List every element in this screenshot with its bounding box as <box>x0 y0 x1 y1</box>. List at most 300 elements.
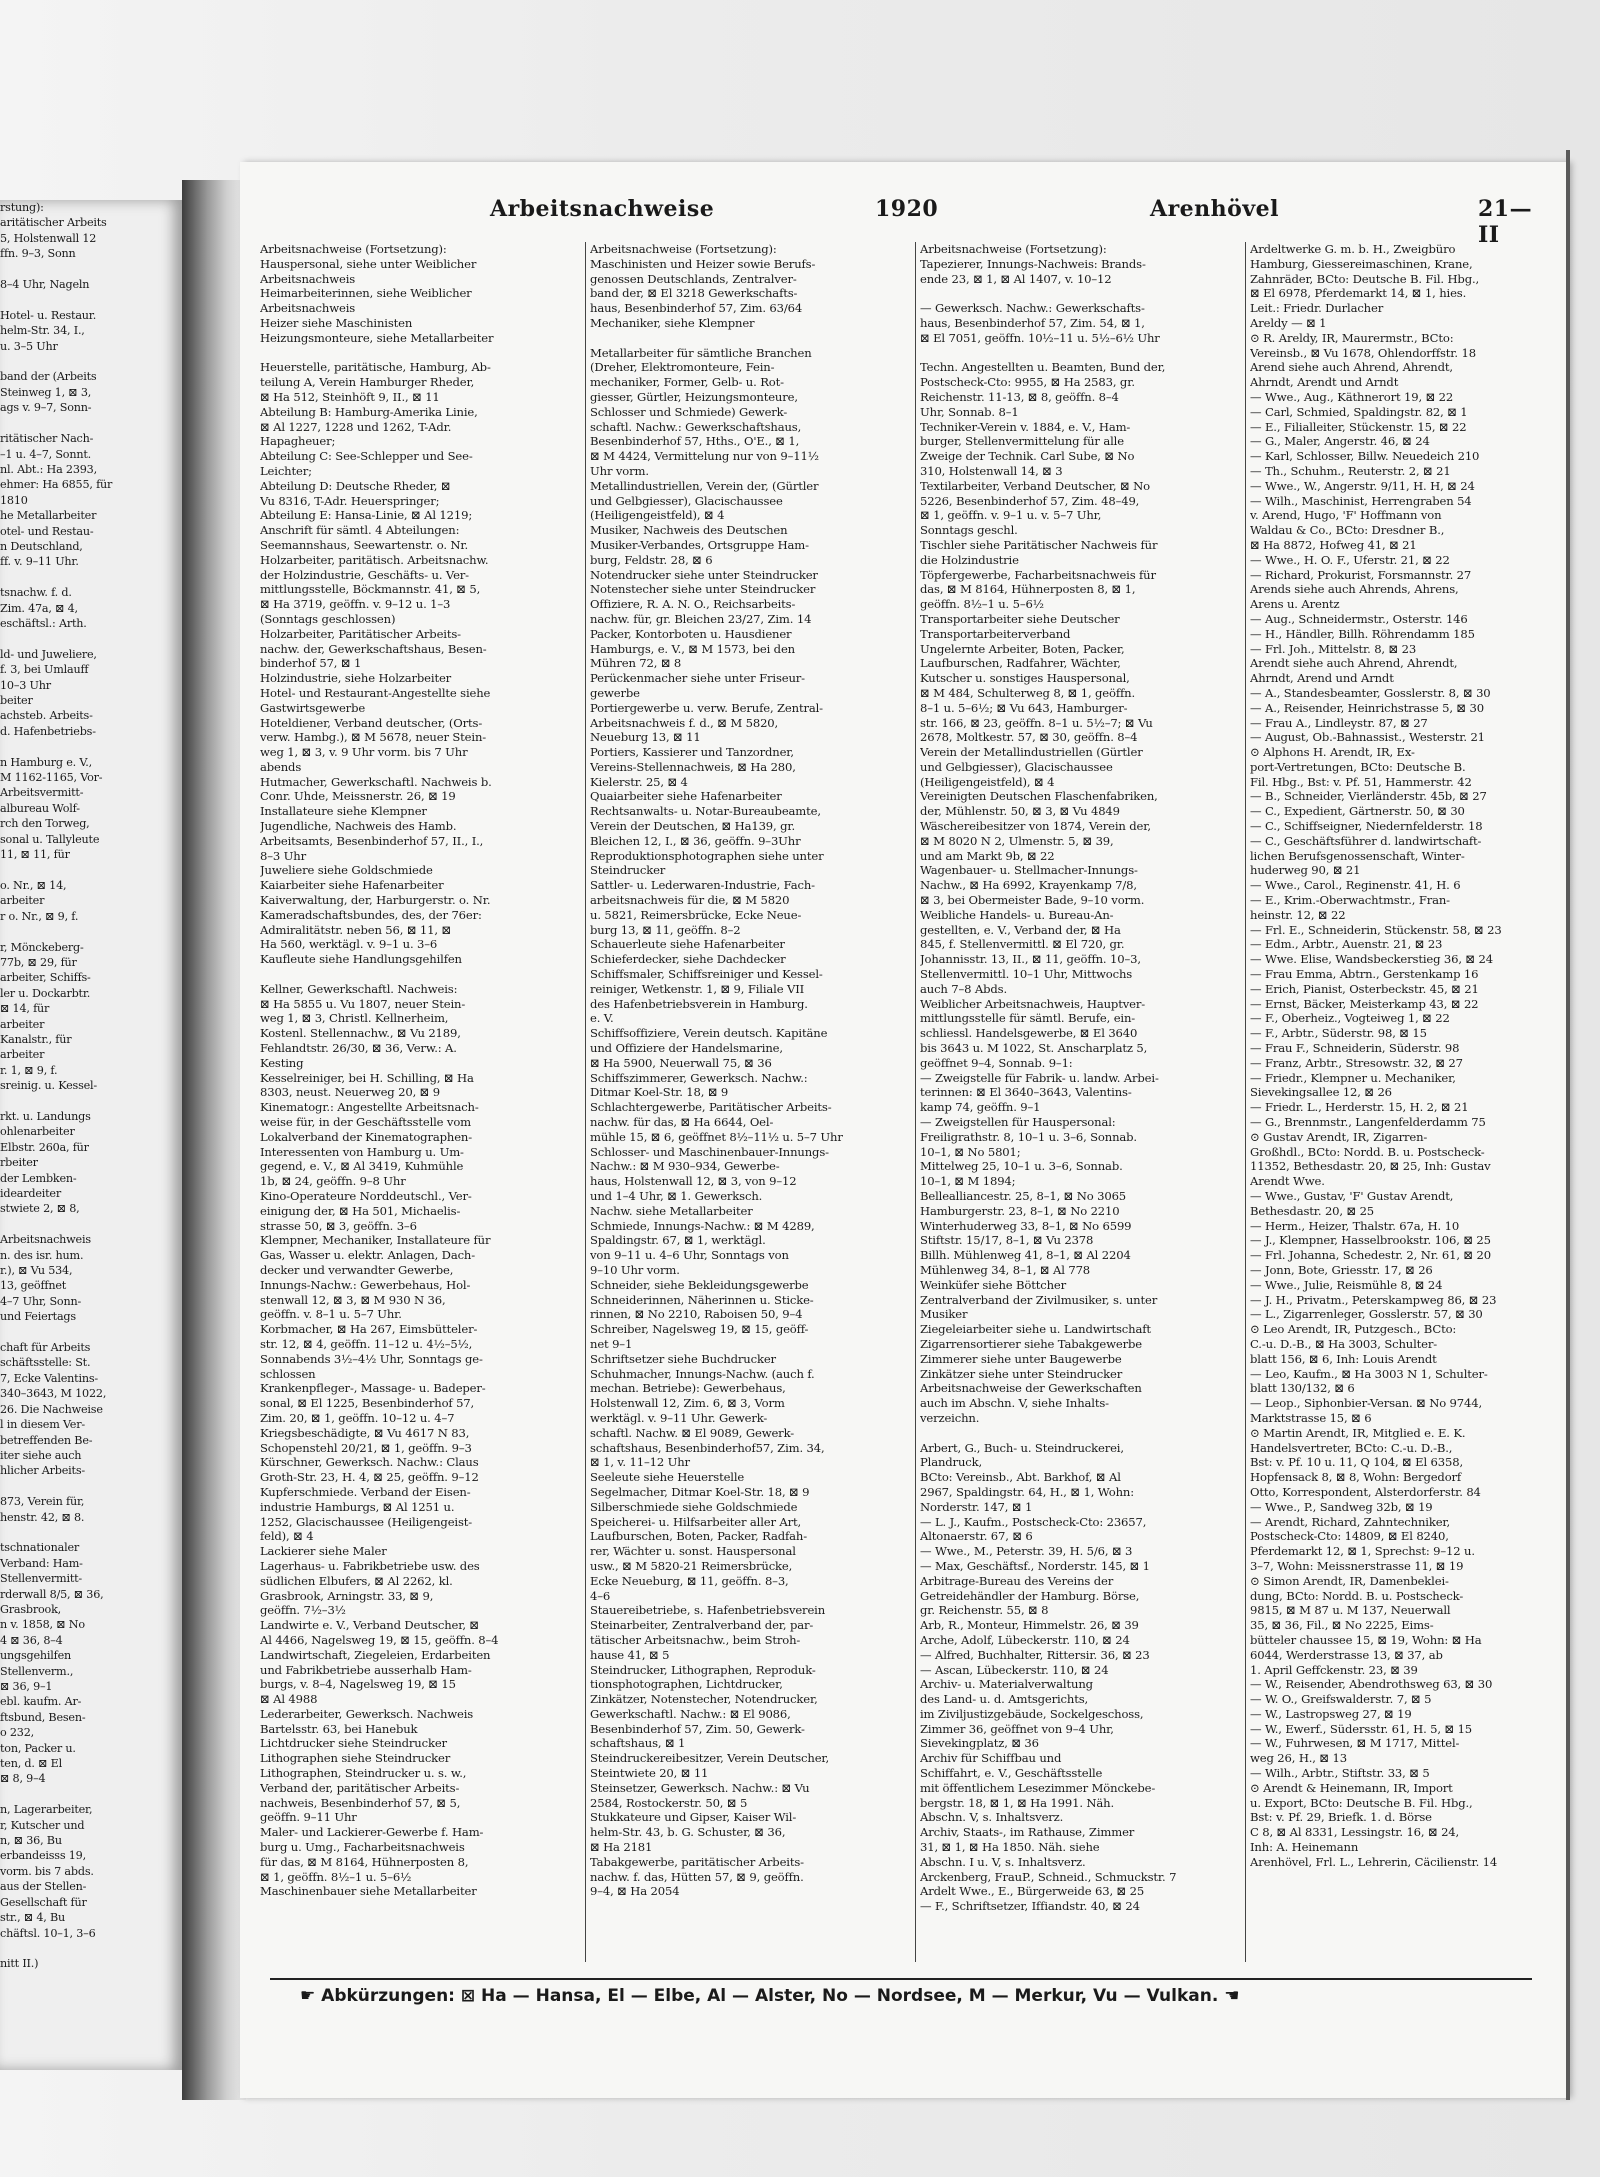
directory-entry-line: Zigarrensortierer siehe Tabakgewerbe <box>920 1336 1142 1351</box>
directory-entry-line: Abteilung E: Hansa-Linie, ⊠ Al 1219; <box>260 508 473 523</box>
directory-entry-line: Ahrndt, Arendt und Arndt <box>1250 375 1399 390</box>
directory-entry-line: Kaiverwaltung, der, Harburgerstr. o. Nr. <box>260 893 491 908</box>
column-4 <box>1250 242 1550 1962</box>
directory-entry-line: Kupferschmiede. Verband der Eisen- <box>260 1484 471 1499</box>
previous-page-line: n v. 1858, ⊠ No <box>0 1618 85 1632</box>
directory-entry-line: der, Mühlenstr. 50, ⊠ 3, ⊠ Vu 4849 <box>920 804 1120 819</box>
directory-entry-line: haus, Holstenwall 12, ⊠ 3, von 9–12 <box>590 1174 797 1189</box>
previous-page-line: stwiete 2, ⊠ 8, <box>0 1202 80 1216</box>
directory-entry-line: 6044, Werderstrasse 13, ⊠ 37, ab <box>1250 1647 1443 1662</box>
directory-entry-line: Speicherei- u. Hilfsarbeiter aller Art, <box>590 1514 802 1529</box>
directory-entry-line: — Frl. E., Schneiderin, Stückenstr. 58, ⊠ 23 <box>1250 922 1502 937</box>
directory-entry-line: — Wwe., Gustav, 'F' Gustav Arendt, <box>1250 1189 1454 1203</box>
header-year: 1920 <box>875 196 939 222</box>
directory-entry-line: Ungelernte Arbeiter, Boten, Packer, <box>920 641 1125 656</box>
previous-page-line: n. des isr. hum. <box>0 1248 84 1262</box>
directory-entry-line: Schneider, siehe Bekleidungsgewerbe <box>590 1277 809 1292</box>
directory-entry-line: Bst: v. Pf. 10 u. 11, Q 104, ⊠ El 6358, <box>1250 1455 1463 1470</box>
directory-entry-line: 1252, Glacischaussee (Heiligengeist- <box>260 1514 473 1529</box>
directory-entry-line: 4–6 <box>590 1588 611 1603</box>
previous-page-line: Stellenverm., <box>0 1664 74 1678</box>
directory-entry-line: Heuerstelle, paritätische, Hamburg, Ab- <box>260 360 491 375</box>
directory-entry-line: Maschinenbauer siehe Metallarbeiter <box>260 1884 477 1899</box>
directory-entry-line: blatt 130/132, ⊠ 6 <box>1250 1381 1355 1396</box>
previous-page-line <box>0 1094 182 1109</box>
previous-page-line: der Lembken- <box>0 1171 77 1185</box>
directory-entry-line: — Friedr. L., Herderstr. 15, H. 2, ⊠ 21 <box>1250 1100 1469 1115</box>
directory-entry-line: — Ernst, Bäcker, Meisterkamp 43, ⊠ 22 <box>1250 996 1479 1011</box>
directory-entry-line: Besenbinderhof 57, Hths., O'E., ⊠ 1, <box>590 434 800 449</box>
previous-page-line: ohlenarbeiter <box>0 1125 75 1139</box>
directory-entry-line: industrie Hamburgs, ⊠ Al 1251 u. <box>260 1499 455 1514</box>
directory-entry-line: des Land- u. d. Amtsgerichts, <box>920 1692 1089 1707</box>
directory-entry-line: Schiffahrt, e. V., Geschäftsstelle <box>920 1766 1103 1781</box>
directory-entry-line: und Gelbgiesser), Glacischaussee <box>590 493 783 508</box>
directory-entry-line: ende 23, ⊠ 1, ⊠ Al 1407, v. 10–12 <box>920 271 1112 286</box>
directory-entry-line: Zahnräder, BCto: Deutsche B. Fil. Hbg., <box>1250 271 1480 286</box>
directory-entry-line: str. 12, ⊠ 4, geöffn. 11–12 u. 4½–5½, <box>260 1336 473 1351</box>
previous-page-line: ffn. 9–3, Sonn <box>0 247 76 261</box>
directory-entry-line: haus, Besenbinderhof 57, Zim. 63/64 <box>590 301 803 316</box>
previous-page-line <box>0 1525 182 1540</box>
header-range-word: Arenhövel <box>1150 196 1279 222</box>
directory-entry-line: Seemannshaus, Seewartenstr. o. Nr. <box>260 537 469 552</box>
directory-entry-line: auch 7–8 Abds. <box>920 981 1008 996</box>
directory-entry-line: — C., Geschäftsführer d. landwirtschaft- <box>1250 833 1482 848</box>
directory-entry-line: — Leo, Kaufm., ⊠ Ha 3003 N 1, Schulter- <box>1250 1366 1488 1381</box>
directory-entry-line: Fehlandtstr. 26/30, ⊠ 36, Verw.: A. <box>260 1041 457 1056</box>
column-divider <box>585 242 586 1962</box>
directory-entry-line: mit öffentlichem Lesezimmer Mönckebe- <box>920 1780 1156 1795</box>
directory-entry-line: Abteilung D: Deutsche Rheder, ⊠ <box>260 478 451 493</box>
previous-page-line: r o. Nr., ⊠ 9, f. <box>0 909 79 923</box>
directory-entry-line: 2584, Rostockerstr. 50, ⊠ 5 <box>590 1795 748 1810</box>
directory-entry-line: Bartelsstr. 63, bei Hanebuk <box>260 1721 418 1736</box>
directory-entry-line: — Carl, Schmied, Spaldingstr. 82, ⊠ 1 <box>1250 404 1468 419</box>
previous-page-line: aus der Stellen- <box>0 1880 87 1894</box>
directory-entry-line: Holstenwall 12, Zim. 6, ⊠ 3, Vorm <box>590 1396 785 1411</box>
directory-entry-line: ⊠ 1, geöffn. 8½–1 u. 5–6½ <box>260 1869 412 1884</box>
directory-entry-line: Billh. Mühlenweg 41, 8–1, ⊠ Al 2204 <box>920 1248 1131 1263</box>
directory-entry-line: — Erich, Pianist, Osterbeckstr. 45, ⊠ 21 <box>1250 981 1479 996</box>
directory-entry-line: 8303, neust. Neuerweg 20, ⊠ 9 <box>260 1085 440 1100</box>
directory-entry-line: — W., Fuhrwesen, ⊠ M 1717, Mittel- <box>1250 1736 1460 1751</box>
previous-page-line: ten, d. ⊠ El <box>0 1757 62 1771</box>
previous-page-line: 7, Ecke Valentins- <box>0 1371 98 1385</box>
previous-page-line: ⊠ 8, 9–4 <box>0 1772 46 1786</box>
previous-page-line: o. Nr., ⊠ 14, <box>0 878 67 892</box>
directory-entry-line: Arens u. Arentz <box>1250 597 1340 612</box>
directory-entry-line: Maschinisten und Heizer sowie Berufs- <box>590 256 816 271</box>
previous-page-line: Elbstr. 260a, für <box>0 1140 89 1154</box>
directory-entry-line: Stellenvermittl. 10–1 Uhr, Mittwochs <box>920 967 1133 982</box>
directory-entry-line: Altonaerstr. 67, ⊠ 6 <box>920 1529 1033 1544</box>
previous-page-line: r.), ⊠ Vu 534, <box>0 1264 73 1278</box>
directory-entry-line: schaftshaus, ⊠ 1 <box>590 1736 686 1751</box>
directory-entry-line: Bleichen 12, I., ⊠ 36, geöffn. 9–3Uhr <box>590 833 801 848</box>
directory-entry-line: feld), ⊠ 4 <box>260 1529 314 1544</box>
directory-entry-line: Hapagheuer; <box>260 434 336 449</box>
directory-entry-line: blatt 156, ⊠ 6, Inh: Louis Arendt <box>1250 1351 1437 1366</box>
previous-page-line: 4–7 Uhr, Sonn- <box>0 1294 82 1308</box>
directory-entry-line: Verein der Deutschen, ⊠ Ha139, gr. <box>590 819 796 834</box>
directory-entry-line: port-Vertretungen, BCto: Deutsche B. <box>1250 759 1466 774</box>
directory-entry-line: 35, ⊠ 36, Fil., ⊠ No 2225, Eims- <box>1250 1618 1434 1633</box>
previous-page-line: 11, ⊠ 11, für <box>0 848 70 862</box>
directory-entry-line: Schriftsetzer siehe Buchdrucker <box>590 1351 776 1366</box>
directory-entry-line: Techniker-Verein v. 1884, e. V., Ham- <box>920 419 1131 434</box>
directory-entry-line: Pferdemarkt 12, ⊠ 1, Sprechst: 9–12 u. <box>1250 1544 1475 1559</box>
directory-entry-line: — Zweigstellen für Hauspersonal: <box>920 1115 1116 1130</box>
directory-entry-line: — Max, Geschäftsf., Norderstr. 145, ⊠ 1 <box>920 1558 1150 1573</box>
directory-entry-line: Arbert, G., Buch- u. Steindruckerei, <box>920 1440 1124 1455</box>
directory-entry-line: genossen Deutschlands, Zentralver- <box>590 271 797 286</box>
previous-page-line: ungsgehilfen <box>0 1649 72 1663</box>
directory-entry-line: Postscheck-Cto: 14809, ⊠ El 8240, <box>1250 1529 1449 1544</box>
previous-page-line: chaft für Arbeits <box>0 1341 91 1355</box>
directory-entry-line: Großhdl., BCto: Nordd. B. u. Postscheck- <box>1250 1144 1485 1159</box>
directory-entry-line: Rechtsanwalts- u. Notar-Bureaubeamte, <box>590 804 821 819</box>
directory-entry-line: Heimarbeiterinnen, siehe Weiblicher <box>260 286 472 301</box>
directory-entry-line: südlichen Elbufers, ⊠ Al 2262, kl. <box>260 1573 453 1588</box>
directory-entry-line: nachw. der, Gewerkschaftshaus, Besen- <box>260 641 487 656</box>
directory-entry-line: schaftl. Nachw.: Gewerkschaftshaus, <box>590 419 802 434</box>
directory-entry-line: — A., Reisender, Heinrichstrasse 5, ⊠ 30 <box>1250 700 1484 715</box>
directory-entry-line: Kinematogr.: Angestellte Arbeitsnach- <box>260 1100 479 1115</box>
directory-entry-line: burg 13, ⊠ 11, geöffn. 8–2 <box>590 922 741 937</box>
directory-entry-line: — Wwe., Carol., Reginenstr. 41, H. 6 <box>1250 878 1461 893</box>
directory-entry-line: Seeleute siehe Heuerstelle <box>590 1470 745 1485</box>
directory-entry-line: Al 4466, Nagelsweg 19, ⊠ 15, geöffn. 8–4 <box>260 1632 499 1647</box>
directory-entry-line: — C., Expedient, Gärtnerstr. 50, ⊠ 30 <box>1250 804 1465 819</box>
directory-entry-line: — Frau A., Lindleystr. 87, ⊠ 27 <box>1250 715 1428 730</box>
column-divider <box>1245 242 1246 1962</box>
directory-entry-line: — G., Brennmstr., Langenfelderdamm 75 <box>1250 1115 1486 1130</box>
previous-page-line: beiter <box>0 694 33 707</box>
directory-entry-line: 1. April Geffckenstr. 23, ⊠ 39 <box>1250 1662 1418 1677</box>
directory-entry-line: Arb, R., Monteur, Himmelstr. 26, ⊠ 39 <box>920 1618 1139 1633</box>
directory-entry-line: Arbeitsnachweis f. d., ⊠ M 5820, <box>590 715 779 730</box>
previous-page-strip <box>0 200 184 2070</box>
directory-entry-line: ⊠ El 6978, Pferdemarkt 14, ⊠ 1, hies. <box>1250 286 1467 301</box>
directory-entry-line: ⊙ Leo Arendt, IR, Putzgesch., BCto: <box>1250 1322 1457 1337</box>
directory-entry-line: (Heiligengeistfeld), ⊠ 4 <box>590 508 725 523</box>
directory-entry-line: Schieferdecker, siehe Dachdecker <box>590 952 786 967</box>
directory-entry-line: binderhof 57, ⊠ 1 <box>260 656 362 671</box>
directory-entry-line: Packer, Kontorboten u. Hausdiener <box>590 626 792 641</box>
book-gutter <box>182 180 246 2100</box>
directory-entry-line: teilung A, Verein Hamburger Rheder, <box>260 375 475 390</box>
previous-page-line: ff. v. 9–11 Uhr. <box>0 555 79 569</box>
directory-entry-line: Sievekingplatz, ⊠ 36 <box>920 1736 1039 1751</box>
directory-entry-line: — W., Reisender, Abendrothsweg 63, ⊠ 30 <box>1250 1677 1493 1692</box>
directory-entry-line: rinnen, ⊠ No 2210, Raboisen 50, 9–4 <box>590 1307 803 1322</box>
directory-entry-line: Sonnabends 3½–4½ Uhr, Sonntags ge- <box>260 1351 483 1366</box>
directory-entry-line: — Alfred, Buchhalter, Rittersir. 36, ⊠ 23 <box>920 1647 1150 1662</box>
previous-page-line: arbeiter, Schiffs- <box>0 971 91 985</box>
previous-page-line <box>0 739 182 754</box>
directory-entry-line: gegend, e. V., ⊠ Al 3419, Kuhmühle <box>260 1159 464 1174</box>
directory-entry-line: Steintwiete 20, ⊠ 11 <box>590 1766 709 1781</box>
previous-page-line: f. 3, bei Umlauff <box>0 663 89 677</box>
directory-entry-line: Bellealliancestr. 25, 8–1, ⊠ No 3065 <box>920 1189 1127 1203</box>
directory-entry-line: Steindrucker <box>590 863 666 878</box>
previous-page-line: vorm. bis 7 abds. <box>0 1864 94 1878</box>
directory-entry-line: reiniger, Wetkenstr. 1, ⊠ 9, Filiale VII <box>590 981 805 996</box>
directory-entry-line: e. V. <box>590 1011 614 1026</box>
directory-entry-line: u. 5821, Reimersbrücke, Ecke Neue- <box>590 907 802 922</box>
directory-entry-line: Mechaniker, siehe Klempner <box>590 315 755 330</box>
directory-entry-line: Uhr, Sonnab. 8–1 <box>920 404 1019 419</box>
directory-entry-line: — H., Händler, Billh. Röhrendamm 185 <box>1250 626 1475 641</box>
directory-entry-line: — B., Schneider, Vierländerstr. 45b, ⊠ 27 <box>1250 789 1487 804</box>
directory-entry-line: Lichtdrucker siehe Steindrucker <box>260 1736 447 1751</box>
previous-page-line <box>0 570 182 585</box>
directory-entry-line: — Ascan, Lübeckerstr. 110, ⊠ 24 <box>920 1662 1109 1677</box>
directory-entry-line: und am Markt 9b, ⊠ 22 <box>920 848 1055 863</box>
previous-page-line: Kanalstr., für <box>0 1032 72 1046</box>
directory-entry-line: — Franz, Arbtr., Stresowstr. 32, ⊠ 27 <box>1250 1055 1463 1070</box>
directory-entry-line: Stukkateure und Gipser, Kaiser Wil- <box>590 1810 797 1825</box>
previous-page-line: ler u. Dockarbtr. <box>0 986 91 1000</box>
previous-page-line <box>0 292 182 307</box>
directory-entry-line: Arbeitsnachweise der Gewerkschaften <box>920 1381 1142 1396</box>
directory-entry-line: Weiblicher Arbeitsnachweis, Hauptver- <box>920 996 1145 1011</box>
previous-page-line <box>0 1787 182 1802</box>
directory-entry-line: Vereins-Stellennachweis, ⊠ Ha 280, <box>590 759 796 774</box>
previous-page-line <box>0 1941 182 1956</box>
directory-entry-line: Mittelweg 25, 10–1 u. 3–6, Sonnab. <box>920 1159 1123 1174</box>
directory-entry-line: Schiffsmaler, Schiffsreiniger und Kessel- <box>590 967 823 982</box>
directory-entry-line: Verein der Metallindustriellen (Gürtler <box>920 745 1143 760</box>
directory-entry-line: Norderstr. 147, ⊠ 1 <box>920 1499 1033 1514</box>
directory-entry-line: ⊙ Gustav Arendt, IR, Zigarren- <box>1250 1129 1428 1144</box>
directory-entry-line: Musiker <box>920 1307 968 1322</box>
directory-entry-line: Admiralitätstr. neben 56, ⊠ 11, ⊠ <box>260 922 452 937</box>
directory-entry-line: haus, Besenbinderhof 57, Zim. 54, ⊠ 1, <box>920 315 1145 330</box>
directory-entry-line: (Sonntags geschlossen) <box>260 611 396 626</box>
directory-entry-line: ⊠ El 7051, geöffn. 10½–11 u. 5½–6½ Uhr <box>920 330 1160 345</box>
directory-entry-line: — Aug., Schneidermstr., Osterstr. 146 <box>1250 611 1468 626</box>
previous-page-line: Steinweg 1, ⊠ 3, <box>0 385 92 399</box>
directory-entry-line: str. 166, ⊠ 23, geöffn. 8–1 u. 5½–7; ⊠ Vu <box>920 715 1153 730</box>
directory-entry-line: stenwall 12, ⊠ 3, ⊠ M 930 N 36, <box>260 1292 446 1307</box>
directory-entry-line: weg 1, ⊠ 3, Christl. Kellnerheim, <box>260 1011 449 1026</box>
directory-entry-line: sonal, ⊠ El 1225, Besenbinderhof 57, <box>260 1396 475 1411</box>
directory-entry-line: tätischer Arbeitsnachw., beim Stroh- <box>590 1632 801 1647</box>
previous-page-line: und Feiertags <box>0 1310 76 1324</box>
directory-entry-line: Perückenmacher siehe unter Friseur- <box>590 671 805 686</box>
directory-entry-line: Sattler- u. Lederwaren-Industrie, Fach- <box>590 878 815 893</box>
directory-entry-line: Spaldingstr. 67, ⊠ 1, werktägl. <box>590 1233 766 1248</box>
directory-entry-line: burg u. Umg., Facharbeitsnachweis <box>260 1840 465 1855</box>
previous-page-line <box>0 1325 182 1340</box>
directory-entry-line: Hamburgerstr. 23, 8–1, ⊠ No 2210 <box>920 1203 1120 1218</box>
previous-page-line: betreffenden Be- <box>0 1433 93 1447</box>
previous-page-line: arbeiter <box>0 894 45 908</box>
directory-entry-line: ⊠ Ha 3719, geöffn. v. 9–12 u. 1–3 <box>260 597 451 612</box>
directory-entry-line: Hopfensack 8, ⊠ 8, Wohn: Bergedorf <box>1250 1470 1462 1485</box>
previous-page-line <box>0 862 182 877</box>
directory-entry-line: Kaufleute siehe Handlungsgehilfen <box>260 952 462 967</box>
directory-entry-line: Abteilung B: Hamburg-Amerika Linie, <box>260 404 478 419</box>
directory-entry-line: Kürschner, Gewerksch. Nachw.: Claus <box>260 1455 479 1470</box>
directory-entry-line: Innungs-Nachw.: Gewerbehaus, Hol- <box>260 1277 471 1292</box>
directory-entry-line: auch im Abschn. V, siehe Inhalts- <box>920 1396 1109 1411</box>
directory-entry-line: Textilarbeiter, Verband Deutscher, ⊠ No <box>920 478 1150 493</box>
previous-page-line: 10–3 Uhr <box>0 678 51 692</box>
directory-entry-line: band der, ⊠ El 3218 Gewerkschafts- <box>590 286 798 301</box>
directory-entry-line: abends <box>260 759 302 774</box>
directory-entry-line: Zimmer 36, geöffnet von 9–4 Uhr, <box>920 1721 1114 1736</box>
directory-entry-line: Landwirtschaft, Ziegeleien, Erdarbeiten <box>260 1647 491 1662</box>
directory-entry-line: Kutscher u. sonstiges Hauspersonal, <box>920 671 1130 686</box>
directory-entry-line: gr. Reichenstr. 55, ⊠ 8 <box>920 1603 1049 1618</box>
directory-entry-line: Handelsvertreter, BCto: C.-u. D.-B., <box>1250 1440 1453 1455</box>
directory-entry-line: Nachw., ⊠ Ha 6992, Krayenkamp 7/8, <box>920 878 1137 893</box>
directory-entry-line: Arche, Adolf, Lübeckerstr. 110, ⊠ 24 <box>920 1632 1130 1647</box>
previous-page-line: d. Hafenbetriebs- <box>0 724 96 738</box>
directory-entry-line: Lokalverband der Kinematographen- <box>260 1129 472 1144</box>
directory-entry-line: Waldau & Co., BCto: Dresdner B., <box>1250 523 1445 538</box>
directory-entry-line: mittlungsstelle, Böckmannstr. 41, ⊠ 5, <box>260 582 481 597</box>
directory-entry-line: 2678, Moltkestr. 57, ⊠ 30, geöffn. 8–4 <box>920 730 1138 745</box>
directory-entry-line: — L. J., Kaufm., Postscheck-Cto: 23657, <box>920 1514 1147 1529</box>
directory-entry-line: — Th., Schuhm., Reuterstr. 2, ⊠ 21 <box>1250 463 1451 478</box>
directory-entry-line: Hotel- und Restaurant-Angestellte siehe <box>260 685 491 700</box>
directory-entry-line: Transportarbeiterverband <box>920 626 1071 641</box>
directory-entry-line: giesser, Gürtler, Heizungsmonteure, <box>590 389 798 404</box>
directory-entry-line: Getreidehändler der Hamburg. Börse, <box>920 1588 1140 1603</box>
directory-entry-line: Arckenberg, FrauP., Schneid., Schmuckstr. 7 <box>920 1869 1177 1884</box>
previous-page-line: albureau Wolf- <box>0 801 80 815</box>
previous-page-line: Gesellschaft für <box>0 1895 87 1909</box>
directory-entry-line: Kino-Operateure Norddeutschl., Ver- <box>260 1189 472 1203</box>
directory-entry-line: (Dreher, Elektromonteure, Fein- <box>590 360 775 375</box>
directory-entry-line: — Wwe., Aug., Käthnerort 19, ⊠ 22 <box>1250 389 1454 404</box>
directory-entry-line: ⊠ Ha 512, Steinhöft 9, II., ⊠ 11 <box>260 389 440 404</box>
previous-page-line: 873, Verein für, <box>0 1495 85 1509</box>
directory-entry-line: und Offiziere der Handelsmarine, <box>590 1041 783 1056</box>
directory-entry-line: Arbeitsnachweise (Fortsetzung): <box>590 242 777 256</box>
previous-page-line: ⊠ 36, 9–1 <box>0 1680 53 1693</box>
directory-entry-line: — Edm., Arbtr., Auenstr. 21, ⊠ 23 <box>1250 937 1443 952</box>
directory-entry-line: weise für, in der Geschäftsstelle vom <box>260 1115 472 1130</box>
previous-page-line <box>0 262 182 277</box>
previous-page-line: r. 1, ⊠ 9, f. <box>0 1063 58 1077</box>
directory-entry-line: geöffn. 8½–1 u. 5–6½ <box>920 597 1044 612</box>
directory-entry-line: Nachw. siehe Metallarbeiter <box>590 1203 753 1218</box>
previous-page-line: arbeiter <box>0 1048 45 1062</box>
previous-page-line: rkt. u. Landungs <box>0 1109 91 1123</box>
directory-entry-line: Schlosser und Schmiede) Gewerk- <box>590 404 788 419</box>
previous-page-line: ld- und Juweliere, <box>0 647 97 661</box>
directory-entry-line: Steinsetzer, Gewerksch. Nachw.: ⊠ Vu <box>590 1780 810 1795</box>
directory-entry-line: — Wilh., Arbtr., Stiftstr. 33, ⊠ 5 <box>1250 1766 1430 1781</box>
previous-page-line: l in diesem Ver- <box>0 1418 85 1432</box>
directory-entry-line: ⊠ M 8020 N 2, Ulmenstr. 5, ⊠ 39, <box>920 833 1114 848</box>
directory-entry-line: Jugendliche, Nachweis des Hamb. <box>260 819 457 834</box>
directory-entry-line: Zinkätzer siehe unter Steindrucker <box>920 1366 1123 1381</box>
directory-entry-line: 3–7, Wohn: Meissnerstrasse 11, ⊠ 19 <box>1250 1558 1464 1573</box>
directory-entry-line: Tapezierer, Innungs-Nachweis: Brands- <box>920 256 1146 271</box>
directory-entry-line: Holzindustrie, siehe Holzarbeiter <box>260 671 452 686</box>
directory-entry-line: bütteler chaussee 15, ⊠ 19, Wohn: ⊠ Ha <box>1250 1632 1482 1647</box>
directory-entry-line: Sievekingsallee 12, ⊠ 26 <box>1250 1085 1392 1100</box>
previous-page-line: M 1162-1165, Vor- <box>0 771 103 785</box>
previous-page-line: Grasbrook, <box>0 1602 62 1616</box>
directory-entry-line: nachw. f. das, Hütten 57, ⊠ 9, geöffn. <box>590 1869 804 1884</box>
directory-entry-line: 8–3 Uhr <box>260 848 306 863</box>
directory-entry-line: nachweis, Besenbinderhof 57, ⊠ 5, <box>260 1795 461 1810</box>
directory-entry-line: Laufburschen, Boten, Packer, Radfah- <box>590 1529 807 1544</box>
directory-entry-line: Grasbrook, Arningstr. 33, ⊠ 9, <box>260 1588 434 1603</box>
directory-entry-line: Vereinsb., ⊠ Vu 1678, Ohlendorffstr. 18 <box>1250 345 1476 360</box>
column-divider <box>915 242 916 1962</box>
directory-entry-line: — Jonn, Bote, Griesstr. 17, ⊠ 26 <box>1250 1262 1433 1277</box>
directory-entry-line: verzeichn. <box>920 1410 980 1425</box>
previous-page-line: otel- und Restau- <box>0 524 94 538</box>
directory-entry-line: des Hafenbetriebsverein in Hamburg. <box>590 996 808 1011</box>
directory-entry-line: geöffnet 9–4, Sonnab. 9–1: <box>920 1055 1073 1070</box>
directory-entry-line: Arbeitsnachweise (Fortsetzung): <box>920 242 1107 256</box>
previous-page-line <box>0 1479 182 1494</box>
directory-entry-line: — Arendt, Richard, Zahntechniker, <box>1250 1514 1451 1529</box>
directory-entry-line: Steindruckereibesitzer, Verein Deutscher, <box>590 1751 830 1766</box>
directory-entry-line: Schuhmacher, Innungs-Nachw. (auch f. <box>590 1366 815 1381</box>
directory-entry-line: — Wwe., H. O. F., Uferstr. 21, ⊠ 22 <box>1250 552 1450 567</box>
directory-entry-line: 310, Holstenwall 14, ⊠ 3 <box>920 463 1063 478</box>
directory-entry-line: die Holzindustrie <box>920 552 1019 567</box>
previous-page-line: 5, Holstenwall 12 <box>0 231 97 245</box>
directory-entry-line: burg, Feldstr. 28, ⊠ 6 <box>590 552 713 567</box>
directory-entry-line: Otto, Korrespondent, Alsterdorferstr. 84 <box>1250 1484 1481 1499</box>
previous-page-line: chäftsl. 10–1, 3–6 <box>0 1926 96 1940</box>
directory-entry-line: Anschrift für sämtl. 4 Abteilungen: <box>260 523 460 538</box>
directory-entry-line: Hoteldiener, Verband deutscher, (Orts- <box>260 715 483 730</box>
directory-entry-line: Notendrucker siehe unter Steindrucker <box>590 567 818 582</box>
directory-entry-line: Kesting <box>260 1055 304 1070</box>
directory-entry-line: Quaiarbeiter siehe Hafenarbeiter <box>590 789 782 804</box>
directory-entry-line: — G., Maler, Angerstr. 46, ⊠ 24 <box>1250 434 1430 449</box>
directory-entry-line: Arendt siehe auch Ahrend, Ahrendt, <box>1250 656 1458 671</box>
directory-entry-line: Silberschmiede siehe Goldschmiede <box>590 1499 798 1514</box>
directory-entry-line: Ahrndt, Arend und Arndt <box>1250 671 1394 686</box>
directory-entry-line: Archiv für Schiffbau und <box>920 1751 1062 1766</box>
previous-page-line: aritätischer Arbeits <box>0 216 107 230</box>
directory-entry-line: — Wwe., P., Sandweg 32b, ⊠ 19 <box>1250 1499 1433 1514</box>
directory-entry-line: ⊙ Martin Arendt, IR, Mitglied e. E. K. <box>1250 1425 1466 1440</box>
directory-entry-line: geöffn. 7½–3½ <box>260 1603 346 1618</box>
directory-entry-line: Kellner, Gewerkschaftl. Nachweis: <box>260 981 458 996</box>
directory-entry-line: Holzarbeiter, paritätisch. Arbeitsnachw. <box>260 552 489 567</box>
previous-page-line: r, Mönckeberg- <box>0 940 84 954</box>
directory-entry-line: Steindrucker, Lithographen, Reproduk- <box>590 1662 816 1677</box>
directory-entry-line: — Karl, Schlosser, Billw. Neuedeich 210 <box>1250 449 1480 464</box>
previous-page-line: 77b, ⊠ 29, für <box>0 955 77 969</box>
directory-entry-line: Arbeitsnachweise (Fortsetzung): <box>260 242 447 256</box>
directory-entry-line: — Wilh., Maschinist, Herrengraben 54 <box>1250 493 1472 508</box>
directory-entry-line: — W., Lastropsweg 27, ⊠ 19 <box>1250 1706 1412 1721</box>
previous-page-line: nitt II.) <box>0 1957 39 1971</box>
previous-page-line: 8–4 Uhr, Nageln <box>0 278 90 292</box>
directory-entry-line: gestellten, e. V., Verband der, ⊠ Ha <box>920 922 1121 937</box>
previous-page-line: rch den Torweg, <box>0 817 90 831</box>
directory-entry-line: Kameradschaftsbundes, des, der 76er: <box>260 907 482 922</box>
directory-entry-line: mechaniker, Former, Gelb- u. Rot- <box>590 375 784 390</box>
directory-entry-line: usw., ⊠ M 5820-21 Reimersbrücke, <box>590 1558 793 1573</box>
previous-page-line: Zim. 47a, ⊠ 4, <box>0 601 78 615</box>
